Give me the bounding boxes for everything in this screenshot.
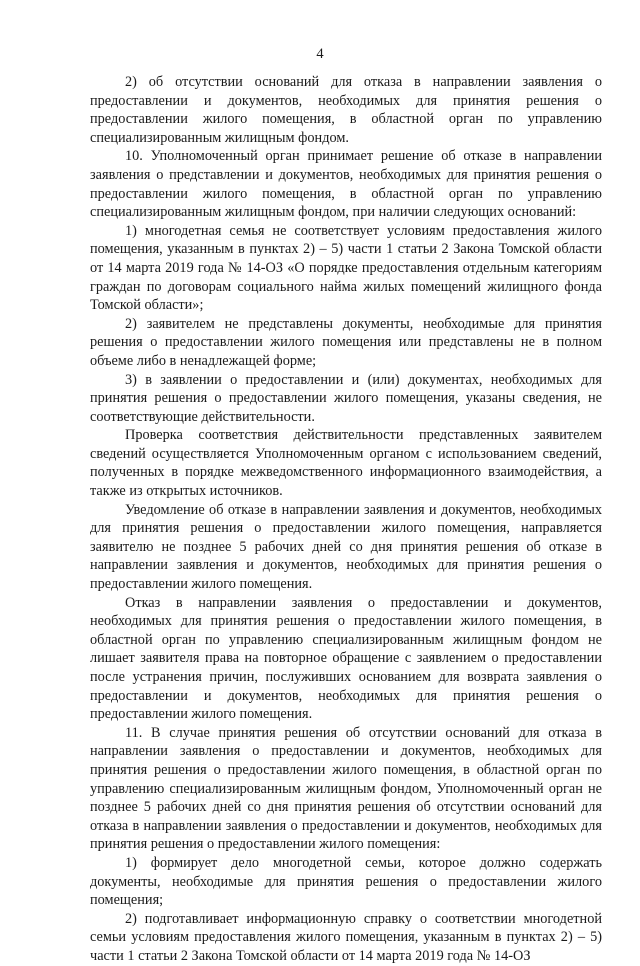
paragraph-item-10-1: 1) многодетная семья не соответствует условиям предоставления жилого помещения, указанным в пунктах 2) – 5) части 1 статьи 2 Закона Томской области от 14 марта 2019 года № 14-ОЗ «О порядке предоставления отдельным категориям граждан по договорам социального найма жилых помещений жилищного фонда Томской области»; (90, 222, 602, 314)
paragraph-refusal-notice: Уведомление об отказе в направлении заявления и документов, необходимых для принятия решения о предоставлении жилого помещения, направляется заявителю не позднее 5 рабочих дней со дня принятия решения об отказе в направлении заявления и документов, необходимых для принятия решения о предоставлении жилого помещения. (90, 501, 602, 593)
paragraph-item-10-3: 3) в заявлении о предоставлении и (или) документах, необходимых для принятия решения о предоставлении жилого помещения, указаны сведения, не соответствующие действительности. (90, 371, 602, 425)
paragraph-item-11: 11. В случае принятия решения об отсутствии оснований для отказа в направлении заявления о предоставлении и документов, необходимых для принятия решения о предоставлении жилого помещения, в областной орган по управлению специализированным жилищным фондом, Уполномоченный орган не позднее 5 рабочих дней со дня принятия решения об отсутствии оснований для отказа в направлении заявления о предоставлении и документов, необходимых для принятия решения о предоставлении жилого помещения: (90, 724, 602, 853)
paragraph-verification: Проверка соответствия действительности представленных заявителем сведений осуществляется Уполномоченным органом с использованием сведений, полученных в порядке межведомственного информационного взаимодействия, а также из открытых источников. (90, 427, 602, 500)
paragraph-item-10-2: 2) заявителем не представлены документы, необходимые для принятия решения о предоставлении жилого помещения или представлены не в полном объеме либо в ненадлежащей форме; (90, 315, 602, 369)
paragraph-item-11-2: 2) подготавливает информационную справку о соответствии многодетной семьи условиям предоставления жилого помещения, указанным в пунктах 2) – 5) части 1 статьи 2 Закона Томской области от 14 марта 2019 года № 14-ОЗ (90, 910, 602, 964)
paragraph-refusal-consequences: Отказ в направлении заявления о предоставлении и документов, необходимых для принятия решения о предоставлении жилого помещения, в областной орган по управлению специализированным жилищным фондом не лишает заявителя права на повторное обращение с заявлением о предоставлении после устранения причин, послуживших основанием для возврата заявления о предоставлении и документов, необходимых для принятия решения о предоставлении жилого помещения. (90, 594, 602, 723)
page-number: 4 (316, 46, 324, 62)
paragraph-item-11-1: 1) формирует дело многодетной семьи, которое должно содержать документы, необходимые для принятия решения о предоставлении жилого помещения; (90, 854, 602, 909)
paragraph-item-10: 10. Уполномоченный орган принимает решение об отказе в направлении заявления о представлении и документов, необходимых для принятия решения о предоставлении жилого помещения, в областной орган по управлению специализированным жилищным фондом, при наличии следующих оснований: (90, 148, 602, 221)
paragraph-item-9-2: 2) об отсутствии оснований для отказа в направлении заявления о предоставлении и документов, необходимых для принятия решения о предоставлении жилого помещения, в областной орган по управлению специализированным жилищным фондом. (90, 74, 602, 146)
document-body (90, 73, 602, 966)
